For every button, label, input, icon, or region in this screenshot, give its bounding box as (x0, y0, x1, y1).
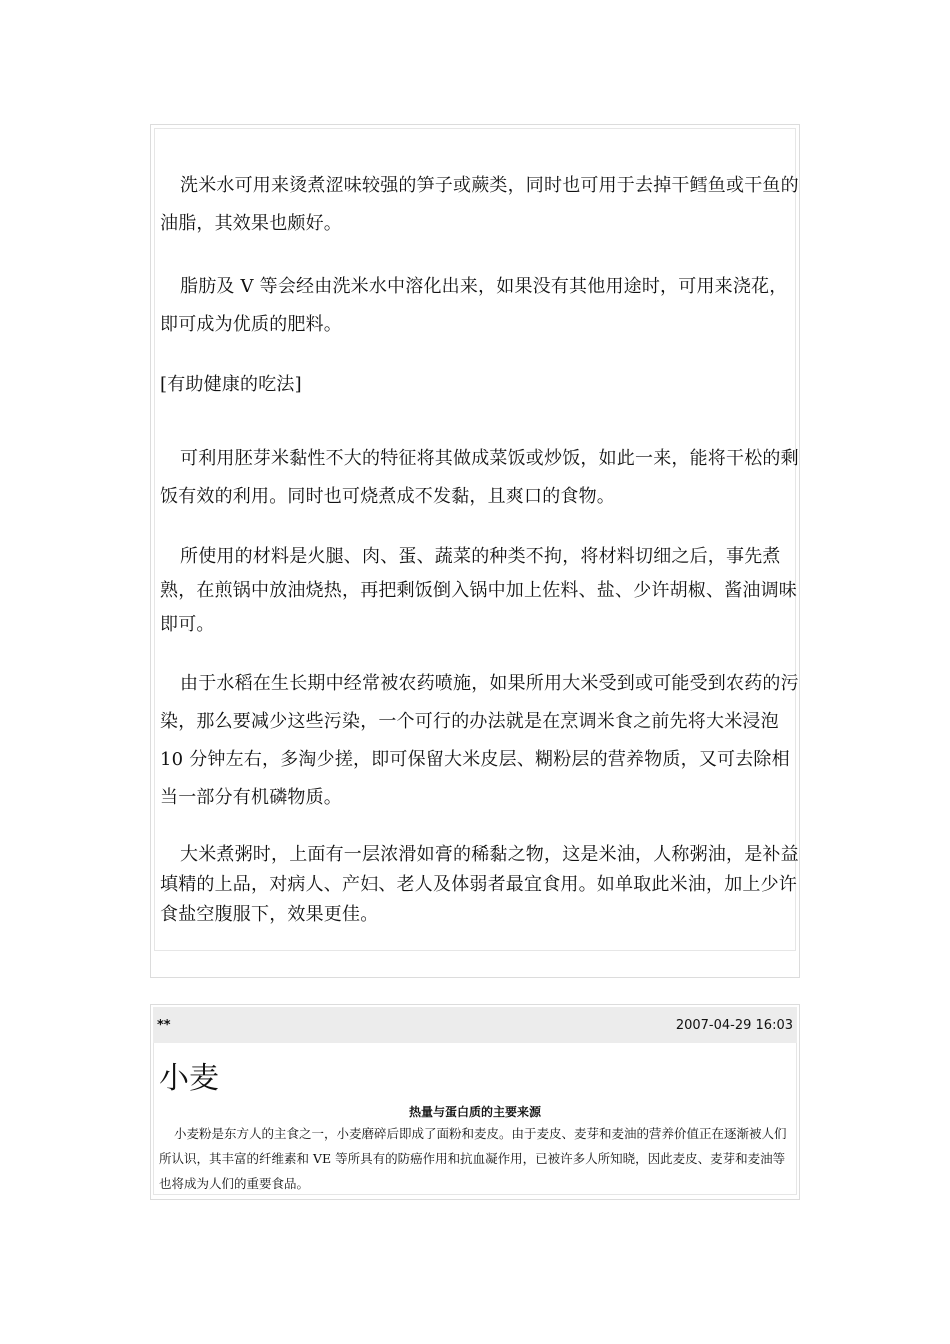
paragraph-pesticide: 由于水稻在生长期中经常被农药喷施，如果所用大米受到或可能受到农药的污染，那么要减少这些污染，一个可行的办法就是在烹调米食之前先将大米浸泡 10 分钟左右，多淘少搓，即可保留大米皮层、糊粉层的营养物质，又可去除相当一部分有机磷物质。 (160, 673, 799, 808)
post-timestamp: 2007-04-29 16:03 (675, 1018, 793, 1033)
paragraph-fertilizer: 脂肪及 V 等会经由洗米水中溶化出来，如果没有其他用途时，可用来浇花，即可成为优质的肥料。 (160, 276, 788, 335)
author-name: ** (157, 1018, 171, 1033)
paragraph-germ-rice: 可利用胚芽米黏性不大的特征将其做成菜饭或炒饭，如此一来，能将干松的剩饭有效的利用。同时也可烧煮成不发黏，且爽口的食物。 (160, 448, 799, 507)
paragraph-rice-water: 洗米水可用来烫煮涩味较强的笋子或蕨类，同时也可用于去掉干鳕鱼或干鱼的油脂，其效果也颇好。 (160, 175, 799, 234)
article-rice-content (154, 128, 799, 951)
section-heading-healthy-eating: [有助健康的吃法] (160, 374, 302, 395)
article-wheat-content (153, 1043, 797, 1195)
article-wheat-box (150, 1004, 800, 1200)
article-header-bar (153, 1007, 797, 1043)
paragraph-wheat-intro: 小麦粉是东方人的主食之一，小麦磨碎后即成了面粉和麦皮。由于麦皮、麦芽和麦油的营养价值正在逐渐被人们所认识，其丰富的纤维素和 VE 等所具有的防癌作用和抗血凝作用，已被许多人所知晓，因此麦皮、麦芽和麦油等也将成为人们的重要食品。 (159, 1126, 787, 1191)
article-subtitle: 热量与蛋白质的主要来源 (408, 1105, 541, 1119)
article-rice-box (150, 124, 800, 978)
article-title: 小麦 (159, 1061, 219, 1096)
paragraph-fried-rice: 所使用的材料是火腿、肉、蛋、蔬菜的种类不拘，将材料切细之后，事先煮熟，在煎锅中放油烧热，再把剩饭倒入锅中加上佐料、盐、少许胡椒、酱油调味即可。 (160, 546, 797, 635)
paragraph-rice-oil: 大米煮粥时，上面有一层浓滑如膏的稀黏之物，这是米油，人称粥油，是补益填精的上品，对病人、产妇、老人及体弱者最宜食用。如单取此米油，加上少许食盐空腹服下，效果更佳。 (160, 844, 799, 925)
